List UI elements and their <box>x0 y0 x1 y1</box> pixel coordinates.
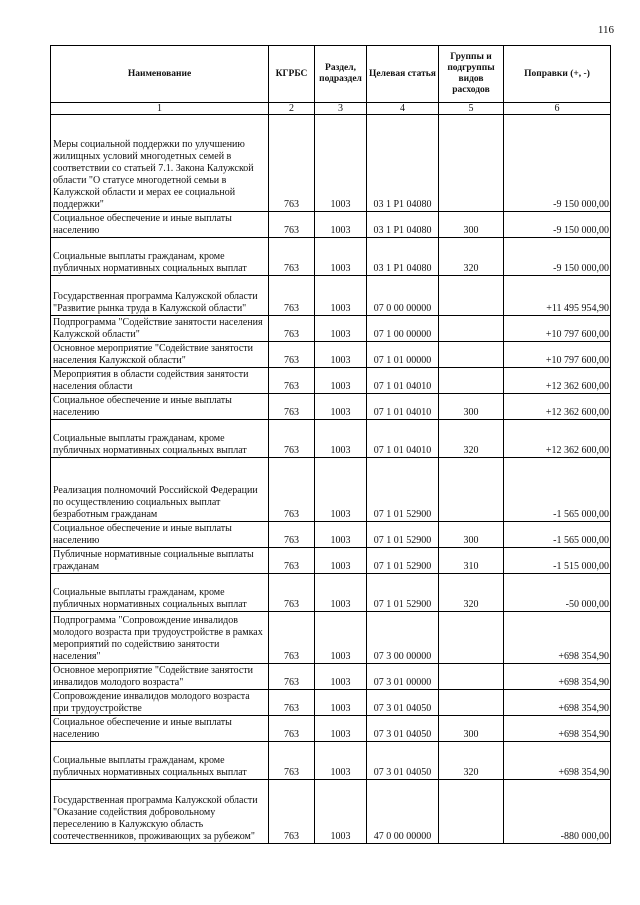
row-group: 300 <box>439 522 504 548</box>
row-section: 1003 <box>315 238 367 276</box>
row-target: 07 1 00 00000 <box>367 316 439 342</box>
row-target: 07 1 01 52900 <box>367 522 439 548</box>
row-target: 07 1 01 04010 <box>367 394 439 420</box>
row-target: 03 1 P1 04080 <box>367 212 439 238</box>
row-group <box>439 458 504 522</box>
row-group: 300 <box>439 394 504 420</box>
row-group: 320 <box>439 742 504 780</box>
table-row <box>51 276 611 316</box>
row-amount: +12 362 600,00 <box>504 420 611 458</box>
table-row <box>51 548 611 574</box>
row-amount: -1 565 000,00 <box>504 458 611 522</box>
row-section: 1003 <box>315 212 367 238</box>
header-groups: Группы и подгруппы видов расходов <box>439 46 504 103</box>
row-target: 07 3 01 04050 <box>367 742 439 780</box>
table-row <box>51 742 611 780</box>
row-name: Основное мероприятие "Содействие занятости инвалидов молодого возраста" <box>51 664 269 690</box>
column-number: 3 <box>315 103 367 115</box>
row-target: 07 1 01 52900 <box>367 574 439 612</box>
column-number: 4 <box>367 103 439 115</box>
row-group: 300 <box>439 716 504 742</box>
row-group <box>439 316 504 342</box>
row-section: 1003 <box>315 458 367 522</box>
table-row <box>51 394 611 420</box>
row-section: 1003 <box>315 522 367 548</box>
row-name: Основное мероприятие "Содействие занятости населения Калужской области" <box>51 342 269 368</box>
table-row <box>51 780 611 844</box>
row-name: Социальные выплаты гражданам, кроме публичных нормативных социальных выплат <box>51 238 269 276</box>
row-name: Социальные выплаты гражданам, кроме публичных нормативных социальных выплат <box>51 574 269 612</box>
row-name: Социальное обеспечение и иные выплаты населению <box>51 716 269 742</box>
row-section: 1003 <box>315 420 367 458</box>
table-row <box>51 690 611 716</box>
row-group <box>439 690 504 716</box>
page-number: 116 <box>597 24 614 36</box>
row-kgrbs: 763 <box>269 522 315 548</box>
table-row <box>51 612 611 664</box>
row-section: 1003 <box>315 276 367 316</box>
row-section: 1003 <box>315 342 367 368</box>
row-group <box>439 368 504 394</box>
table-row <box>51 212 611 238</box>
row-amount: -9 150 000,00 <box>504 212 611 238</box>
row-amount: +12 362 600,00 <box>504 368 611 394</box>
row-section: 1003 <box>315 690 367 716</box>
row-kgrbs: 763 <box>269 548 315 574</box>
row-amount: +10 797 600,00 <box>504 342 611 368</box>
row-kgrbs: 763 <box>269 780 315 844</box>
row-group: 310 <box>439 548 504 574</box>
row-kgrbs: 763 <box>269 342 315 368</box>
table-row <box>51 368 611 394</box>
row-target: 03 1 P1 04080 <box>367 115 439 212</box>
header-section: Раздел, подраздел <box>315 46 367 103</box>
row-target: 07 1 01 04010 <box>367 420 439 458</box>
row-name: Реализация полномочий Российской Федерации по осуществлению социальных выплат безработным гражданам <box>51 458 269 522</box>
row-amount: +698 354,90 <box>504 690 611 716</box>
row-amount: -880 000,00 <box>504 780 611 844</box>
row-kgrbs: 763 <box>269 574 315 612</box>
row-section: 1003 <box>315 368 367 394</box>
row-amount: -50 000,00 <box>504 574 611 612</box>
row-group <box>439 612 504 664</box>
table-body <box>51 115 611 844</box>
row-section: 1003 <box>315 574 367 612</box>
row-kgrbs: 763 <box>269 115 315 212</box>
column-number: 6 <box>504 103 611 115</box>
column-number: 5 <box>439 103 504 115</box>
row-section: 1003 <box>315 548 367 574</box>
row-group <box>439 342 504 368</box>
row-kgrbs: 763 <box>269 394 315 420</box>
row-amount: +12 362 600,00 <box>504 394 611 420</box>
row-kgrbs: 763 <box>269 458 315 522</box>
row-target: 07 3 01 04050 <box>367 690 439 716</box>
table-row <box>51 664 611 690</box>
table-row <box>51 574 611 612</box>
header-target: Целевая статья <box>367 46 439 103</box>
row-kgrbs: 763 <box>269 612 315 664</box>
row-group: 320 <box>439 238 504 276</box>
row-group <box>439 664 504 690</box>
row-amount: +698 354,90 <box>504 742 611 780</box>
row-name: Публичные нормативные социальные выплаты гражданам <box>51 548 269 574</box>
row-section: 1003 <box>315 664 367 690</box>
row-kgrbs: 763 <box>269 420 315 458</box>
row-name: Мероприятия в области содействия занятости населения области <box>51 368 269 394</box>
row-kgrbs: 763 <box>269 238 315 276</box>
row-name: Подпрограмма "Сопровождение инвалидов молодого возраста при трудоустройстве в рамках мероприятий по содействию занятости населения" <box>51 612 269 664</box>
row-name: Социальные выплаты гражданам, кроме публичных нормативных социальных выплат <box>51 420 269 458</box>
row-kgrbs: 763 <box>269 316 315 342</box>
row-target: 07 3 00 00000 <box>367 612 439 664</box>
row-name: Социальное обеспечение и иные выплаты населению <box>51 522 269 548</box>
row-section: 1003 <box>315 780 367 844</box>
row-amount: +10 797 600,00 <box>504 316 611 342</box>
table-header-row <box>51 46 611 103</box>
budget-amendments-table <box>50 45 611 844</box>
row-amount: -1 565 000,00 <box>504 522 611 548</box>
row-group <box>439 276 504 316</box>
table-row <box>51 342 611 368</box>
row-kgrbs: 763 <box>269 742 315 780</box>
row-section: 1003 <box>315 316 367 342</box>
table-row <box>51 716 611 742</box>
table-row <box>51 316 611 342</box>
row-target: 03 1 P1 04080 <box>367 238 439 276</box>
row-target: 07 1 01 00000 <box>367 342 439 368</box>
row-group <box>439 115 504 212</box>
row-name: Социальное обеспечение и иные выплаты населению <box>51 394 269 420</box>
row-kgrbs: 763 <box>269 690 315 716</box>
row-target: 07 3 01 04050 <box>367 716 439 742</box>
row-section: 1003 <box>315 716 367 742</box>
row-amount: +698 354,90 <box>504 716 611 742</box>
row-group: 320 <box>439 574 504 612</box>
header-amendments: Поправки (+, -) <box>504 46 611 103</box>
row-target: 07 1 01 04010 <box>367 368 439 394</box>
row-name: Подпрограмма "Содействие занятости населения Калужской области" <box>51 316 269 342</box>
row-name: Социальное обеспечение и иные выплаты населению <box>51 212 269 238</box>
row-kgrbs: 763 <box>269 212 315 238</box>
column-numbers-row <box>51 103 611 115</box>
column-number: 1 <box>51 103 269 115</box>
row-target: 07 3 01 00000 <box>367 664 439 690</box>
row-name: Государственная программа Калужской области "Оказание содействия добровольному переселению в Калужскую область соотечественников, проживающих за рубежом" <box>51 780 269 844</box>
row-group: 320 <box>439 420 504 458</box>
table-row <box>51 115 611 212</box>
row-amount: +698 354,90 <box>504 664 611 690</box>
table-row <box>51 420 611 458</box>
row-name: Государственная программа Калужской области "Развитие рынка труда в Калужской области" <box>51 276 269 316</box>
table-row <box>51 458 611 522</box>
table-row <box>51 238 611 276</box>
row-target: 07 1 01 52900 <box>367 548 439 574</box>
row-kgrbs: 763 <box>269 368 315 394</box>
header-kgrbs: КГРБС <box>269 46 315 103</box>
row-name: Сопровождение инвалидов молодого возраста при трудоустройстве <box>51 690 269 716</box>
row-section: 1003 <box>315 394 367 420</box>
row-target: 07 0 00 00000 <box>367 276 439 316</box>
header-name: Наименование <box>51 46 269 103</box>
row-amount: -9 150 000,00 <box>504 238 611 276</box>
row-amount: +698 354,90 <box>504 612 611 664</box>
row-target: 47 0 00 00000 <box>367 780 439 844</box>
row-amount: -9 150 000,00 <box>504 115 611 212</box>
row-section: 1003 <box>315 115 367 212</box>
row-amount: -1 515 000,00 <box>504 548 611 574</box>
row-group <box>439 780 504 844</box>
row-section: 1003 <box>315 742 367 780</box>
row-kgrbs: 763 <box>269 276 315 316</box>
row-name: Меры социальной поддержки по улучшению жилищных условий многодетных семей в соответствии со статьей 7.1. Закона Калужской области "О статусе многодетной семьи в Калужской области и мерах ее социальной поддержки" <box>51 115 269 212</box>
row-section: 1003 <box>315 612 367 664</box>
row-target: 07 1 01 52900 <box>367 458 439 522</box>
row-kgrbs: 763 <box>269 716 315 742</box>
row-kgrbs: 763 <box>269 664 315 690</box>
row-amount: +11 495 954,90 <box>504 276 611 316</box>
column-number: 2 <box>269 103 315 115</box>
table-row <box>51 522 611 548</box>
row-name: Социальные выплаты гражданам, кроме публичных нормативных социальных выплат <box>51 742 269 780</box>
row-group: 300 <box>439 212 504 238</box>
